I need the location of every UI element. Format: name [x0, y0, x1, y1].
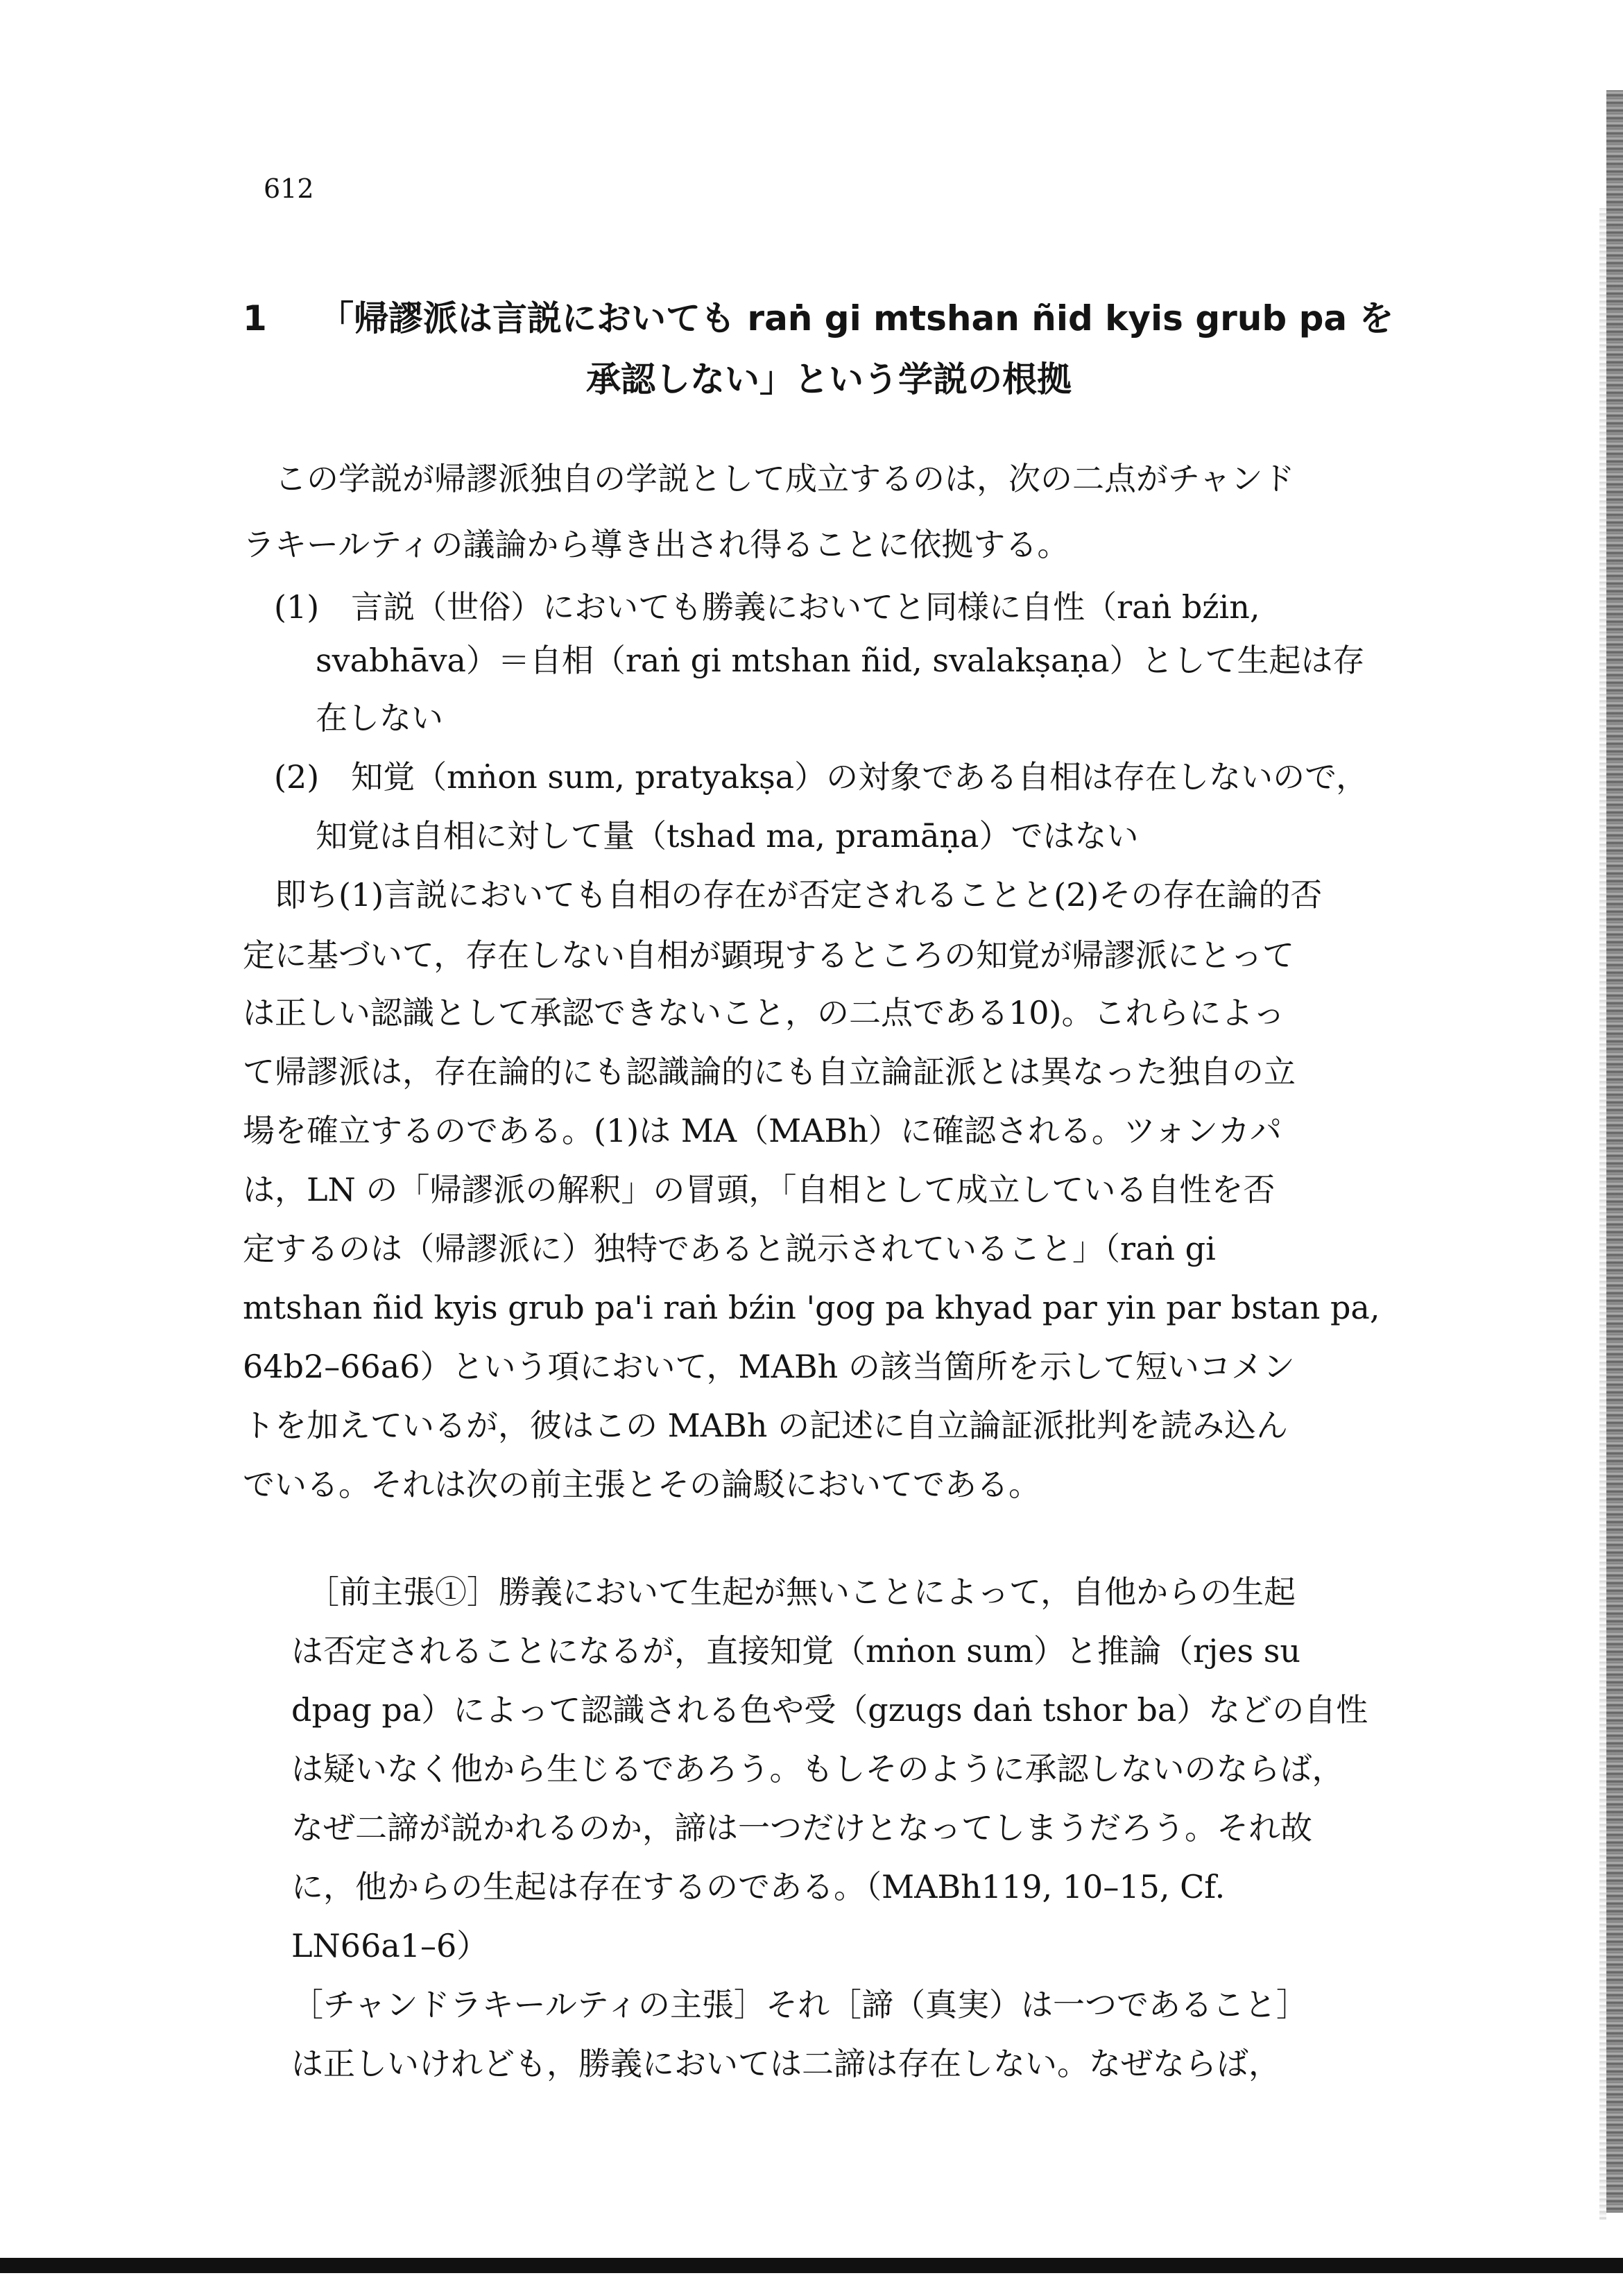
body-line: 定するのは（帰謬派に）独特であると説示されていること」（raṅ gi — [243, 1230, 1216, 1267]
quote-line: は正しいけれども，勝義においては二諦は存在しない。なぜならば， — [291, 2045, 1280, 2082]
body-line: 定に基づいて，存在しない自相が顕現するところの知覚が帰謬派にとって — [243, 936, 1295, 974]
body-line: 場を確立するのである。(1)は MA（MABh）に確認される。ツォンカパ — [243, 1112, 1282, 1149]
list-item-1-line: svabhāva）＝自相（raṅ gi mtshan ñid, svalakṣaṇa）として生起は存 — [316, 642, 1365, 679]
list-item-1-line: (1) 言説（世俗）においても勝義においてと同様に自性（raṅ bźin, — [274, 588, 1260, 626]
list-item-2-line: (2) 知覚（mṅon sum, pratyakṣa）の対象である自相は存在しないので， — [274, 758, 1368, 796]
body-line: ラキールティの議論から導き出され得ることに依拠する。 — [243, 526, 1070, 563]
list-item-1-line: 在しない — [316, 699, 443, 737]
quote-line: dpag pa）によって認識される色や受（gzugs daṅ tshor ba）などの自性 — [291, 1691, 1368, 1729]
section-title-line-2: 承認しない」という学説の根拠 — [586, 359, 1072, 400]
body-line: は，LN の「帰謬派の解釈」の冒頭，「自相として成立している自性を否 — [243, 1171, 1276, 1208]
body-line: でいる。それは次の前主張とその論駁においてである。 — [243, 1466, 1040, 1503]
quote-line: ［前主張①］勝義において生起が無いことによって，自他からの生起 — [291, 1573, 1296, 1611]
scan-page-edge — [1606, 90, 1623, 2213]
quote-line: に，他からの生起は存在するのである。（MABh119, 10–15, Cf. — [291, 1868, 1226, 1905]
body-line: トを加えているが，彼はこの MABh の記述に自立論証派批判を読み込ん — [243, 1407, 1288, 1444]
section-title-line-1: 「帰謬派は言説においても raṅ gi mtshan ñid kyis grub pa を — [319, 298, 1394, 339]
body-line: て帰謬派は，存在論的にも認識論的にも自立論証派とは異なった独自の立 — [243, 1053, 1296, 1090]
body-line: 即ち(1)言説においても自相の存在が否定されることと(2)その存在論的否 — [243, 876, 1323, 914]
body-line: この学説が帰謬派独自の学説として成立するのは，次の二点がチャンド — [243, 460, 1295, 497]
list-item-2-line: 知覚は自相に対して量（tshad ma, pramāṇa）ではない — [316, 817, 1139, 855]
page-number: 612 — [264, 173, 314, 204]
quote-line: は疑いなく他から生じるであろう。もしそのように承認しないのならば， — [291, 1750, 1344, 1788]
quote-line: ［チャンドラキールティの主張］それ［諦（真実）は一つであること］ — [291, 1986, 1309, 2023]
section-number: 1 — [243, 298, 267, 339]
body-line: 64b2–66a6）という項において，MABh の該当箇所を示して短いコメン — [243, 1348, 1295, 1385]
body-line: mtshan ñid kyis grub pa'i raṅ bźin 'gog pa khyad par yin par bstan pa, — [243, 1289, 1380, 1326]
quote-line: LN66a1–6） — [291, 1927, 489, 1964]
scan-page-edge-shadow — [1599, 208, 1606, 2220]
body-line: は正しい認識として承認できないこと，の二点である10)。これらによっ — [243, 994, 1285, 1031]
quote-line: なぜ二諦が説かれるのか，諦は一つだけとなってしまうだろう。それ故 — [291, 1809, 1312, 1847]
scan-bottom-edge — [0, 2258, 1623, 2273]
quote-line: は否定されることになるが，直接知覚（mṅon sum）と推論（rjes su — [291, 1632, 1300, 1670]
